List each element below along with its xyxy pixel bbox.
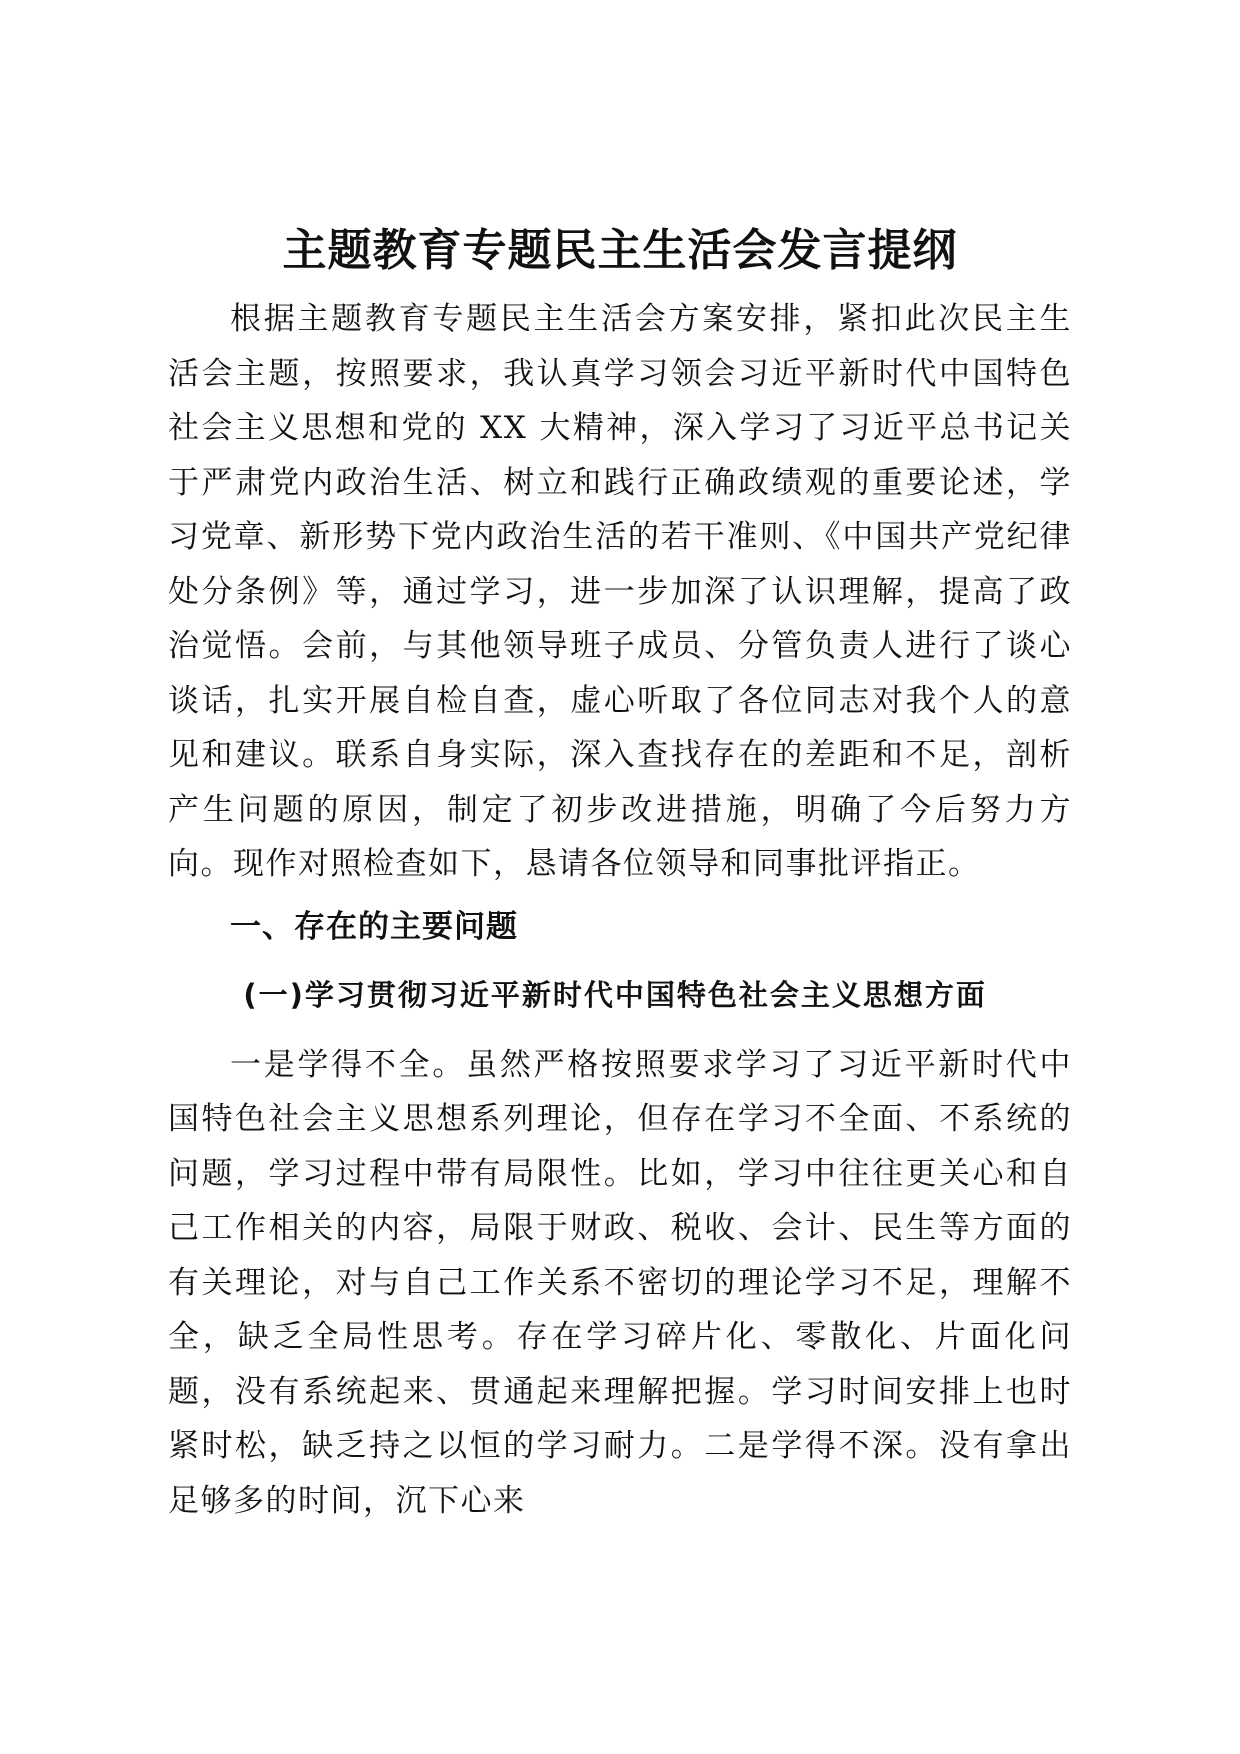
subsection-heading-study: (一)学习贯彻习近平新时代中国特色社会主义思想方面: [243, 977, 987, 1012]
section-heading-problems: 一、存在的主要问题: [230, 908, 518, 945]
subsection-paragraph-study: 一是学得不全。虽然严格按照要求学习了习近平新时代中国特色社会主义思想系列理论，但存在学习不全面、不系统的问题，学习过程中带有局限性。比如，学习中往往更关心和自己工作相关的内容，局限于财政、税收、会计、民生等方面的有关理论，对与自己工作关系不密切的理论学习不足，理解不全，缺乏全局性思考。存在学习碎片化、零散化、片面化问题，没有系统起来、贯通起来理解把握。学习时间安排上也时紧时松，缺乏持之以恒的学习耐力。二是学得不深。没有拿出足够多的时间，沉下心来: [168, 1046, 1072, 1519]
intro-paragraph: 根据主题教育专题民主生活会方案安排，紧扣此次民主生活会主题，按照要求，我认真学习领会习近平新时代中国特色社会主义思想和党的 XX 大精神，深入学习了习近平总书记关于严肃党内政治生活、树立和践行正确政绩观的重要论述，学习党章、新形势下党内政治生活的若干准则、《中国共产党纪律处分条例》等，通过学习，进一步加深了认识理解，提高了政治觉悟。会前，与其他领导班子成员、分管负责人进行了谈心谈话，扎实开展自检自查，虚心听取了各位同志对我个人的意见和建议。联系自身实际，深入查找存在的差距和不足，剖析产生问题的原因，制定了初步改进措施，明确了今后努力方向。现作对照检查如下，恳请各位领导和同事批评指正。: [168, 301, 1072, 882]
document-title: 主题教育专题民主生活会发言提纲: [282, 225, 958, 276]
document-body: [168, 218, 1072, 1528]
